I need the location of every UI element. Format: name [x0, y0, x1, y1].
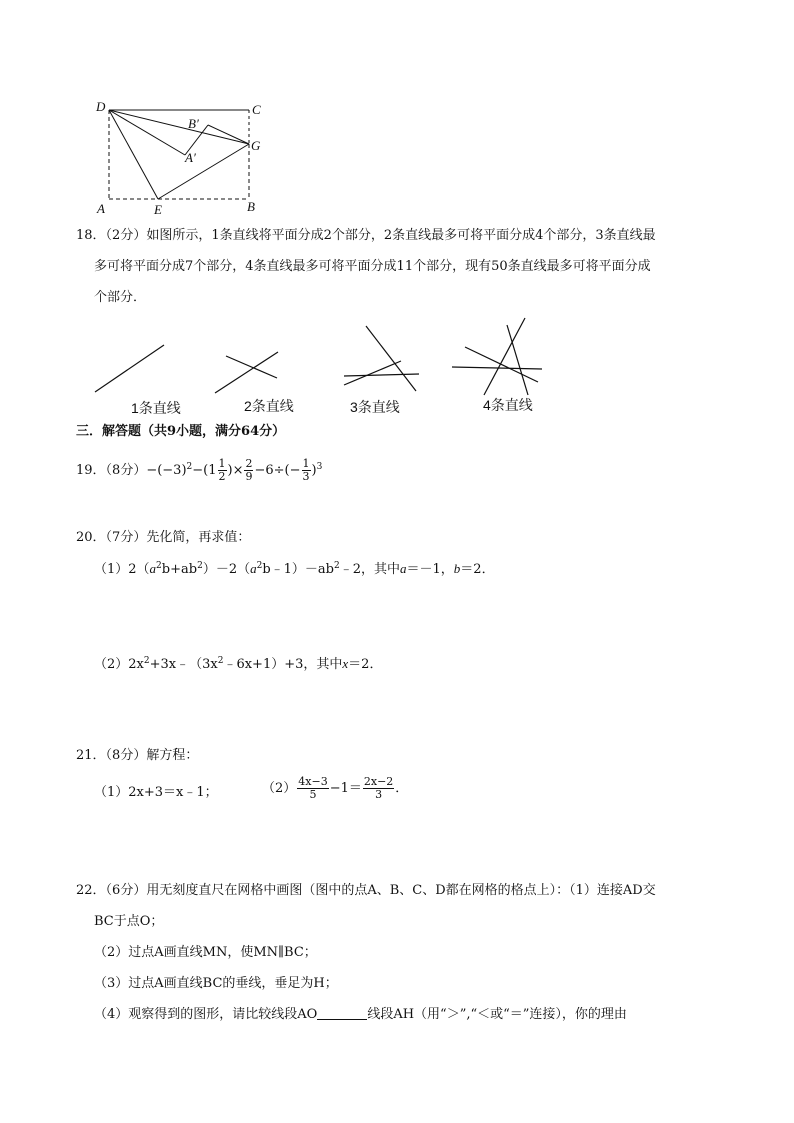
- caption-3-lines: 3条直线: [350, 399, 400, 415]
- point-label-c: C: [252, 102, 261, 117]
- fig3-line-1: [344, 361, 401, 385]
- point-label-a: A: [97, 201, 105, 216]
- q21-part2: （2） $\frac{4x-3}{5}$ −1＝ $\frac{2x-2}{3}$ ．: [262, 775, 409, 801]
- q19-part2: −(1: [192, 463, 217, 478]
- point-label-b-prime: B′: [188, 116, 199, 131]
- q22-answer-blank[interactable]: [317, 1007, 367, 1020]
- q18-line3-text: 个部分．: [94, 290, 147, 305]
- q21-part1: （1）2x+3＝x﹣1；: [94, 785, 218, 800]
- point-label-e: E: [154, 202, 162, 217]
- fig1-line-1: [95, 345, 164, 392]
- q22-line1: 22．（6分）用无刻度直尺在网格中画图（图中的点A、B、C、D都在网格的格点上）：（1）连接AD交: [76, 883, 656, 898]
- segment-eg: [158, 144, 249, 199]
- q18-line2: 多可将平面分成7个部分，4条直线最多可将平面分成11个部分，现有50条直线最多可将平面分成: [94, 259, 651, 274]
- q19-part5: ): [311, 463, 317, 478]
- fig2-line-1: [215, 352, 278, 393]
- q19-fraction-2: $\frac{2}{9}$: [245, 457, 253, 483]
- q19-expression: [76, 458, 322, 484]
- segment-b-prime-g: [208, 125, 249, 144]
- caption-2-lines: 2条直线: [244, 398, 294, 414]
- point-label-a-prime: A′: [185, 150, 196, 165]
- point-label-d: D: [96, 99, 106, 114]
- fig4-line-2: [465, 347, 538, 382]
- point-label-b: B: [247, 199, 255, 214]
- q20-title: 20．（7分）先化简，再求值：: [76, 530, 251, 545]
- lines-figures: [88, 315, 548, 400]
- q19-part3: )×: [227, 463, 244, 478]
- q20-part1: $(1)2(a^2b+ab^2)-2(a^2b﹣1)-ab^2﹣2$，其中a＝－1，b＝2．: [94, 561, 495, 577]
- q19-part1: −(−3): [146, 463, 187, 478]
- fig4-line-1: [452, 367, 542, 369]
- q19-fraction-3: $\frac{1}{3}$: [302, 457, 310, 483]
- q21-title: 21．（8分）解方程：: [76, 748, 199, 763]
- fig4-line-3: [484, 318, 525, 395]
- segment-dg: [109, 110, 249, 144]
- fig2-line-2: [226, 356, 277, 378]
- q21-fraction-2: $\frac{2x-2}{3}$: [363, 775, 394, 801]
- fig3-line-2: [366, 326, 416, 391]
- q20-part2: $(2)2x^2+3x﹣(3x^2﹣6x+1)+3$，其中x＝2．: [94, 656, 383, 672]
- q22-line2: BC于点O；: [94, 914, 164, 929]
- q22-line3: （2）过点A画直线MN，使MN∥BC；: [94, 945, 317, 960]
- q22-line5: （4）观察得到的图形，请比较线段AO 线段AH（用“＞”,“＜或“＝”连接），你的理由: [94, 1007, 627, 1022]
- caption-1-line: 1条直线: [131, 400, 181, 416]
- caption-4-lines: 4条直线: [483, 397, 533, 413]
- q19-exp2: 3: [316, 462, 323, 472]
- q21-fraction-1: $\frac{4x-3}{5}$: [298, 775, 328, 801]
- segment-de: [109, 110, 158, 199]
- q19-prefix: 19．（8分）: [76, 463, 147, 478]
- fig3-line-3: [344, 374, 419, 376]
- q18-line1: 18．（2分）如图所示，1条直线将平面分成2个部分，2条直线最多可将平面分成4个部分，3条直线最: [76, 228, 656, 243]
- fig4-line-4: [507, 325, 528, 395]
- point-label-g: G: [251, 138, 261, 153]
- q18-line3: [94, 290, 146, 306]
- q19-exp1: 2: [186, 462, 193, 472]
- q19-part4: −6÷(−: [254, 463, 301, 478]
- section-3-heading: 三．解答题（共9小题，满分64分）: [76, 424, 286, 439]
- segment-db-prime: [109, 110, 185, 155]
- q22-line4: （3）过点A画直线BC的垂线，垂足为H；: [94, 976, 338, 991]
- q19-fraction-1: $\frac{1}{2}$: [218, 457, 226, 483]
